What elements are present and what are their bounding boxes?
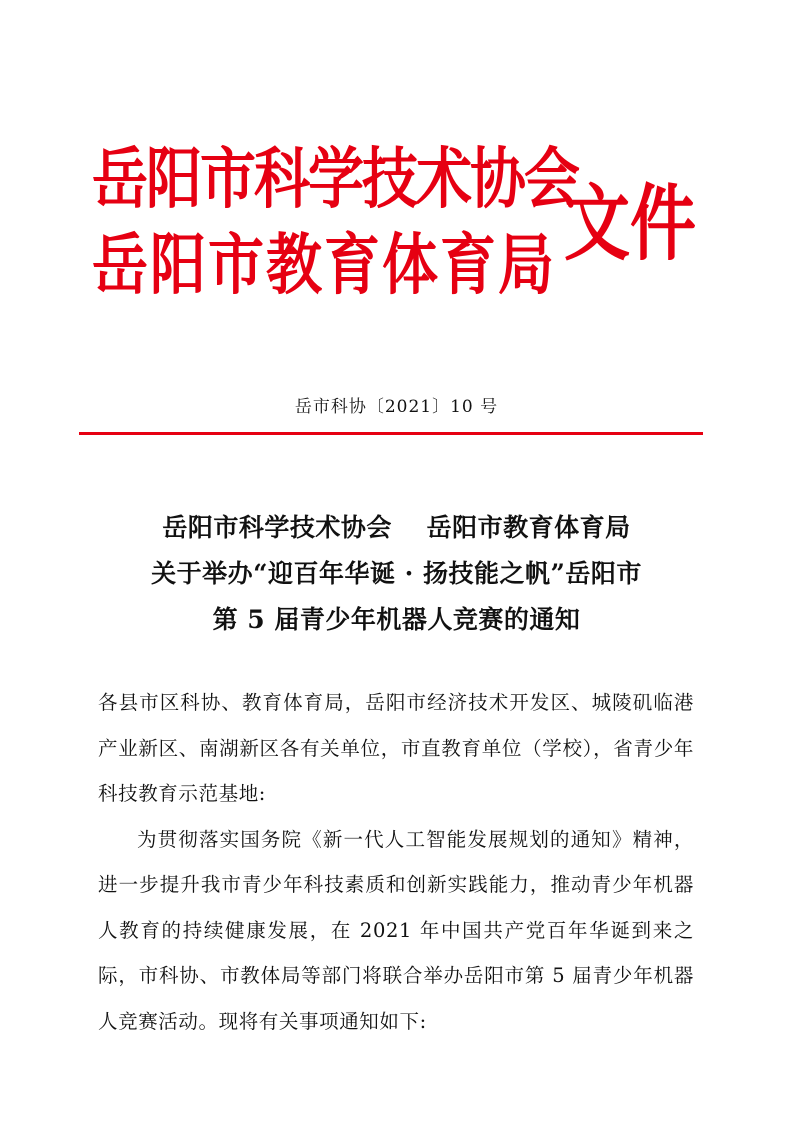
letterhead xyxy=(92,138,712,328)
addressees-paragraph: 各县市区科协、教育体育局，岳阳市经济技术开发区、城陵矶临港产业新区、南湖新区各有关单位，市直教育单位（学校），省青少年科技教育示范基地: xyxy=(98,691,694,805)
issuer-name-education-bureau: 岳阳市教育体育局 xyxy=(92,226,556,305)
title-line-issuers: 岳阳市科学技术协会 岳阳市教育体育局 xyxy=(162,513,631,542)
document-label: 文件 xyxy=(564,174,696,272)
document-number: 岳市科协〔2021〕10 号 xyxy=(294,397,499,417)
title-line-subject: 第 5 届青少年机器人竞赛的通知 xyxy=(212,605,581,634)
body-paragraph: 为贯彻落实国务院《新一代人工智能发展规划的通知》精神，进一步提升我市青少年科技素质和创新实践能力，推动青少年机器人教育的持续健康发展，在 2021 年中国共产党百年华诞到来之际，市科协、市教体局等部门将联合举办岳阳市第 5 届青少年机器人竞赛活动。现将有关事项通知如下: xyxy=(98,827,694,1033)
notice-title xyxy=(0,505,793,643)
red-divider-line xyxy=(79,432,703,435)
title-line-event: 关于举办“迎百年华诞 · 扬技能之帆”岳阳市 xyxy=(151,559,642,588)
issuer-name-science-association: 岳阳市科学技术协会 xyxy=(92,140,578,219)
notice-body xyxy=(98,680,694,1044)
